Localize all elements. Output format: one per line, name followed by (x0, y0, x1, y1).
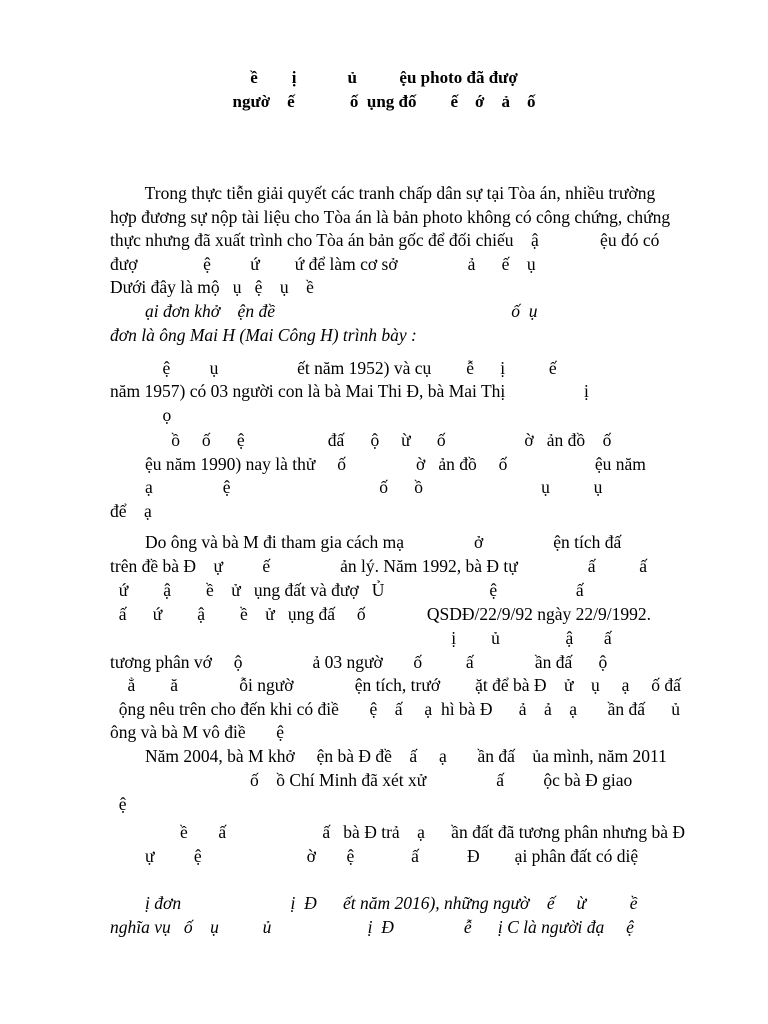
body-line: ứ ậ ề ử ụng đất và đượ Ủ ệ ấ (110, 580, 584, 600)
body-line: tương phân vớ ộ ả 03 ngườ ố ấ ần đấ ộ (110, 652, 608, 672)
body-line: ự ệ ờ ệ ấ Đ ại phân đất có diệ (110, 846, 639, 866)
body-line: để ạ (110, 501, 152, 521)
document-title-line-1: ề ị ủ ệu photo đã đượ (250, 68, 518, 87)
body-line: ố ồ Chí Minh đã xét xử ấ ộc bà Đ giao (110, 770, 633, 790)
body-line: ông và bà M vô điề ệ (110, 722, 284, 742)
body-line: ọ (110, 405, 172, 425)
body-line: đơn là ông Mai H (Mai Công H) trình bày : (110, 325, 417, 345)
body-line: trên đề bà Đ ự ế ản lý. Năm 1992, bà Đ tự ấ ấ (110, 556, 648, 576)
body-line: Trong thực tiễn giải quyết các tranh chấp dân sự tại Tòa án, nhiều trường (110, 183, 656, 203)
body-line: ệ ụ ết năm 1952) và cụ ễ ị ế (110, 358, 557, 378)
body-line: ệu năm 1990) nay là thử ố ờ ản đồ ố ệu năm (110, 454, 646, 474)
body-line: năm 1957) có 03 người con là bà Mai Thi Đ, bà Mai Thị ị (110, 381, 589, 401)
body-line: thực nhưng đã xuất trình cho Tòa án bản gốc để đối chiếu ậ ệu đó có (110, 230, 660, 250)
body-line: ồ ố ệ đấ ộ ừ ố ờ ản đồ ố (110, 430, 612, 450)
body-line: hợp đương sự nộp tài liệu cho Tòa án là bản photo không có công chứng, chứng (110, 207, 671, 227)
body-line: Do ông và bà M đi tham gia cách mạ ở ện tích đấ (110, 532, 622, 552)
body-line: ạ ệ ố ồ ụ ụ (110, 477, 603, 497)
body-line: đượ ệ ứ ứ để làm cơ sở ả ế ụ (110, 254, 536, 274)
body-line: ại đơn khở ện đề ố ụ (110, 301, 538, 321)
body-line: Năm 2004, bà M khở ện bà Đ đề ấ ạ ần đấ ủa mình, năm 2011 (110, 746, 667, 766)
body-line: ị ủ ậ ấ (110, 628, 612, 648)
body-line: ẳ ă ỗi ngườ ện tích, trướ ặt để bà Đ ử ụ ạ ố đấ (110, 675, 681, 695)
body-line: ệ (110, 794, 127, 814)
body-line: nghĩa vụ ố ụ ủ ị Đ ễ ị C là người đạ ệ (110, 917, 634, 937)
body-line: Dưới đây là mộ ụ ệ ụ ề (110, 277, 314, 297)
document-title-line-2: ngườ ế ố ụng đố ế ớ ả ố (232, 92, 536, 111)
body-line: ị đơn ị Đ ết năm 2016), những ngườ ế ừ ề (110, 893, 638, 913)
body-line: ấ ứ ậ ề ử ụng đấ ố QSDĐ/22/9/92 ngày 22/9/1992. (110, 604, 652, 624)
body-line: ề ấ ấ bà Đ trả ạ ần đất đã tương phân nhưng bà Đ (110, 822, 685, 842)
body-line: ộng nêu trên cho đến khi có điề ệ ấ ạ hì bà Đ ả ả ạ ần đấ ủ (110, 699, 681, 719)
